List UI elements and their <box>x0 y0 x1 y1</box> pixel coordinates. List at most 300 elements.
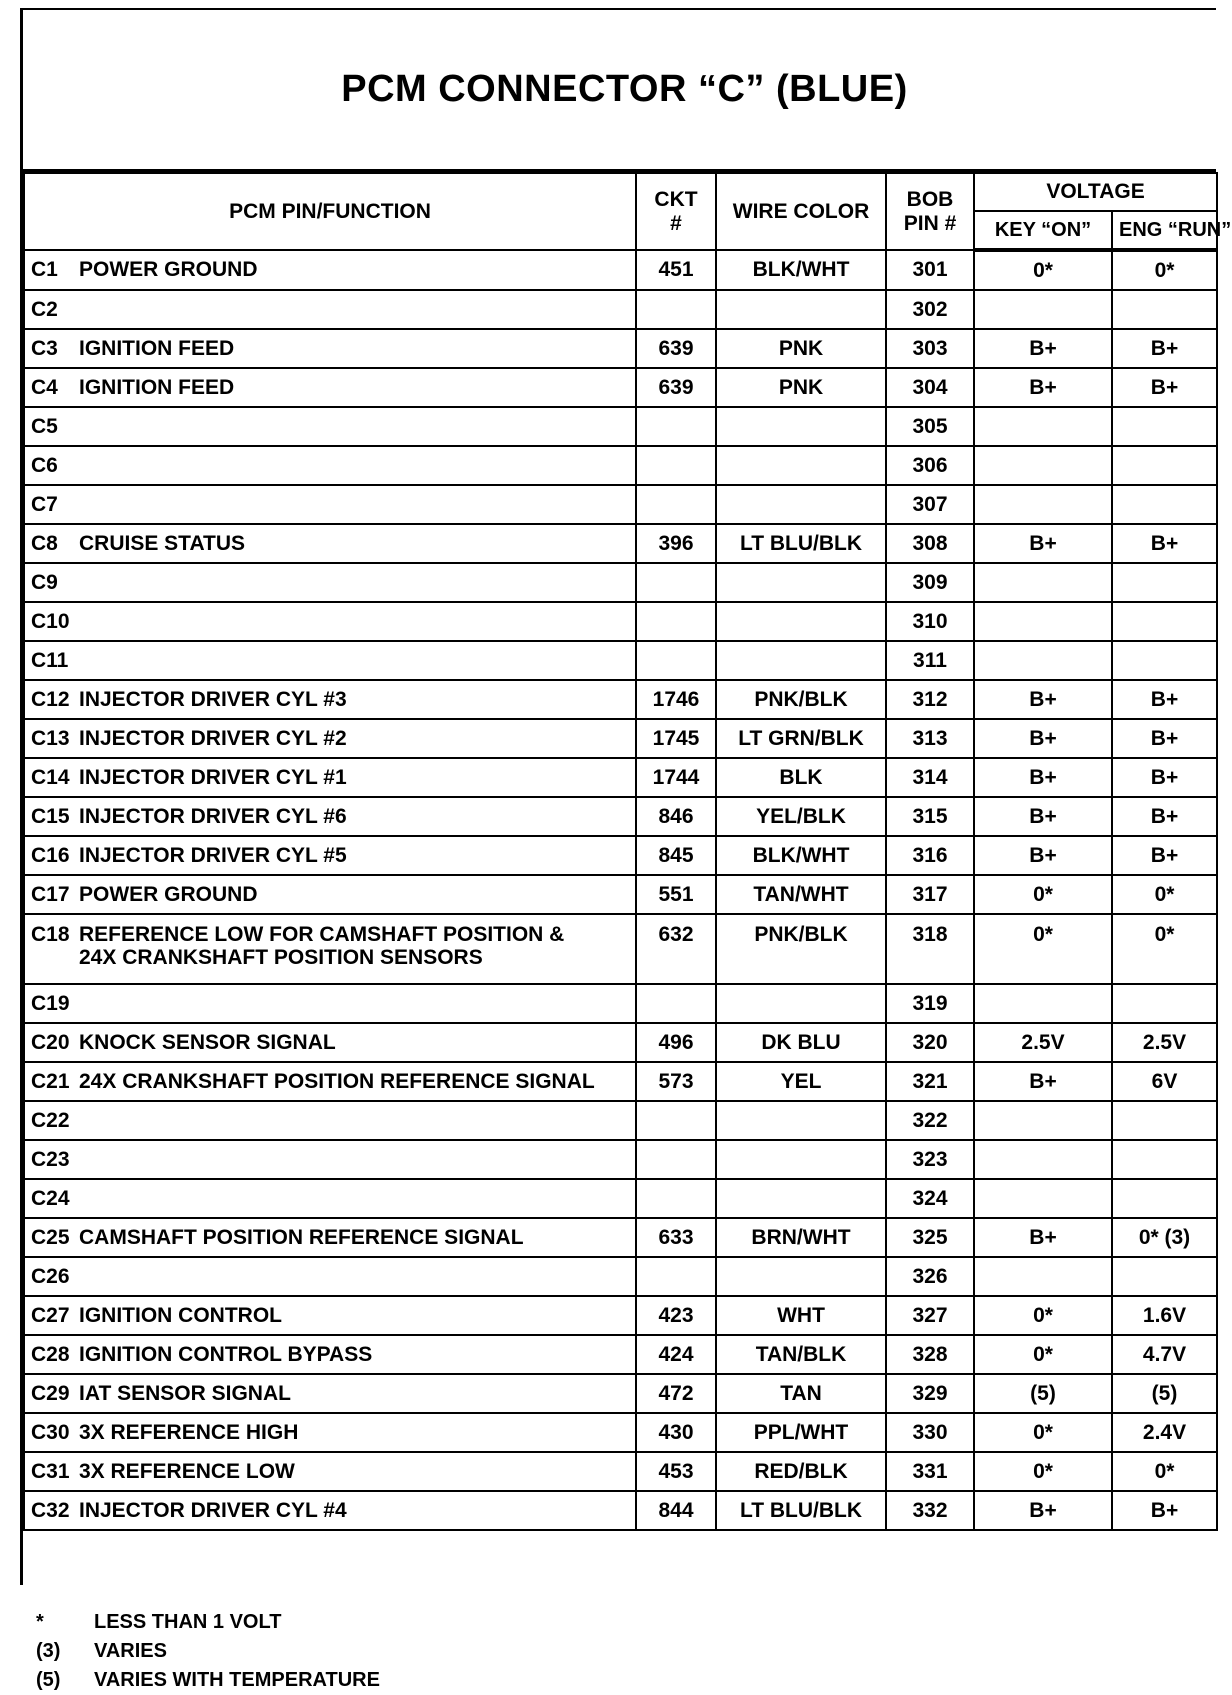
eng-run-voltage-cell: 0* <box>1112 914 1217 984</box>
wire-color-cell <box>716 485 886 524</box>
table-row <box>24 1218 1217 1257</box>
ckt-cell: 496 <box>636 1023 716 1062</box>
footnote <box>36 1608 380 1637</box>
header-bob-line1: BOB <box>906 187 954 211</box>
table-row <box>24 1374 1217 1413</box>
eng-run-voltage-cell <box>1112 1257 1217 1296</box>
pin-function-cell <box>24 680 636 719</box>
ckt-cell <box>636 485 716 524</box>
wire-color-cell <box>716 641 886 680</box>
pin-id: C9 <box>31 570 58 594</box>
pin-function-cell <box>24 368 636 407</box>
table-row <box>24 1491 1217 1530</box>
header-ckt <box>636 173 716 250</box>
footnote <box>36 1637 380 1666</box>
bob-pin-cell: 332 <box>886 1491 974 1530</box>
table-row <box>24 758 1217 797</box>
pin-function-cell <box>24 914 636 984</box>
table-row <box>24 368 1217 407</box>
pin-function-text: INJECTOR DRIVER CYL #4 <box>79 1498 347 1522</box>
pin-function-cell <box>24 407 636 446</box>
pin-function-cell <box>24 290 636 329</box>
wire-color-cell <box>716 407 886 446</box>
ckt-cell: 632 <box>636 914 716 984</box>
wire-color-cell: PNK <box>716 368 886 407</box>
pin-function-cell <box>24 1140 636 1179</box>
bob-pin-cell: 316 <box>886 836 974 875</box>
table-row <box>24 329 1217 368</box>
bob-pin-cell: 315 <box>886 797 974 836</box>
header-bob-line2: PIN # <box>903 211 957 235</box>
key-on-voltage-cell: 2.5V <box>974 1023 1112 1062</box>
eng-run-voltage-cell <box>1112 446 1217 485</box>
footnote-mark: * <box>36 1611 44 1633</box>
footnote <box>36 1666 380 1695</box>
pin-id: C17 <box>31 882 70 906</box>
pin-function-text: CAMSHAFT POSITION REFERENCE SIGNAL <box>79 1225 524 1249</box>
wire-color-cell: RED/BLK <box>716 1452 886 1491</box>
ckt-cell: 1745 <box>636 719 716 758</box>
table-row <box>24 524 1217 563</box>
ckt-cell <box>636 1101 716 1140</box>
pin-function-cell <box>24 563 636 602</box>
eng-run-voltage-cell: B+ <box>1112 680 1217 719</box>
key-on-voltage-cell: B+ <box>974 719 1112 758</box>
key-on-voltage-cell: 0* <box>974 914 1112 984</box>
pin-table <box>23 172 1232 1531</box>
ckt-cell <box>636 641 716 680</box>
key-on-voltage-cell: 0* <box>974 1413 1112 1452</box>
pin-function-cell <box>24 1257 636 1296</box>
eng-run-voltage-cell: 0* (3) <box>1112 1218 1217 1257</box>
wire-color-cell <box>716 1179 886 1218</box>
pin-function-text: IGNITION CONTROL <box>79 1303 282 1327</box>
key-on-voltage-cell: 0* <box>974 250 1112 290</box>
eng-run-voltage-cell: 0* <box>1112 250 1217 290</box>
bob-pin-cell: 303 <box>886 329 974 368</box>
bob-pin-cell: 326 <box>886 1257 974 1296</box>
bob-pin-cell: 323 <box>886 1140 974 1179</box>
pin-function-text: KNOCK SENSOR SIGNAL <box>79 1030 336 1054</box>
pin-function-text: REFERENCE LOW FOR CAMSHAFT POSITION & <box>79 923 565 946</box>
key-on-voltage-cell <box>974 602 1112 641</box>
pin-function-cell <box>24 602 636 641</box>
wire-color-cell <box>716 602 886 641</box>
bob-pin-cell: 313 <box>886 719 974 758</box>
ckt-cell <box>636 984 716 1023</box>
pin-function-cell <box>24 1452 636 1491</box>
ckt-cell: 573 <box>636 1062 716 1101</box>
eng-run-voltage-cell: 2.5V <box>1112 1023 1217 1062</box>
bob-pin-cell: 314 <box>886 758 974 797</box>
table-row <box>24 641 1217 680</box>
eng-run-voltage-cell <box>1112 407 1217 446</box>
pin-function-text: IGNITION FEED <box>79 375 235 399</box>
table-row <box>24 407 1217 446</box>
pin-id: C24 <box>31 1186 70 1210</box>
pin-function-cell <box>24 875 636 914</box>
pin-id: C2 <box>31 297 58 321</box>
pin-id: C12 <box>31 687 70 711</box>
bob-pin-cell: 320 <box>886 1023 974 1062</box>
pin-id: C25 <box>31 1225 70 1249</box>
eng-run-voltage-cell: B+ <box>1112 836 1217 875</box>
wire-color-cell: WHT <box>716 1296 886 1335</box>
bob-pin-cell: 329 <box>886 1374 974 1413</box>
table-row <box>24 797 1217 836</box>
wire-color-cell: BLK/WHT <box>716 250 886 290</box>
header-wire-color: WIRE COLOR <box>716 173 886 250</box>
ckt-cell: 633 <box>636 1218 716 1257</box>
ckt-cell <box>636 1257 716 1296</box>
eng-run-voltage-cell <box>1112 1179 1217 1218</box>
wire-color-cell: LT BLU/BLK <box>716 1491 886 1530</box>
wire-color-cell: BLK/WHT <box>716 836 886 875</box>
pin-function-text: POWER GROUND <box>79 258 258 281</box>
eng-run-voltage-cell: B+ <box>1112 1491 1217 1530</box>
bob-pin-cell: 319 <box>886 984 974 1023</box>
wire-color-cell <box>716 1257 886 1296</box>
ckt-cell: 472 <box>636 1374 716 1413</box>
ckt-cell: 845 <box>636 836 716 875</box>
pin-function-cell <box>24 250 636 290</box>
pin-id: C31 <box>31 1459 70 1483</box>
pin-id: C13 <box>31 726 70 750</box>
footnote-text: LESS THAN 1 VOLT <box>94 1611 282 1633</box>
wire-color-cell: TAN <box>716 1374 886 1413</box>
pin-id: C10 <box>31 609 70 633</box>
bob-pin-cell: 305 <box>886 407 974 446</box>
wire-color-cell: TAN/BLK <box>716 1335 886 1374</box>
eng-run-voltage-cell: 4.7V <box>1112 1335 1217 1374</box>
table-row <box>24 984 1217 1023</box>
key-on-voltage-cell: B+ <box>974 329 1112 368</box>
pin-function-text: 3X REFERENCE HIGH <box>79 1420 299 1444</box>
eng-run-voltage-cell: B+ <box>1112 797 1217 836</box>
ckt-cell <box>636 290 716 329</box>
pin-function-cell <box>24 641 636 680</box>
wire-color-cell: PPL/WHT <box>716 1413 886 1452</box>
pin-function-cell <box>24 524 636 563</box>
ckt-cell: 423 <box>636 1296 716 1335</box>
pin-id: C19 <box>31 991 70 1015</box>
pin-function-text: POWER GROUND <box>79 882 258 906</box>
pin-function-cell <box>24 485 636 524</box>
ckt-cell: 846 <box>636 797 716 836</box>
pin-id: C14 <box>31 765 70 789</box>
eng-run-voltage-cell <box>1112 485 1217 524</box>
eng-run-voltage-cell: B+ <box>1112 368 1217 407</box>
pin-function-cell <box>24 446 636 485</box>
ckt-cell: 451 <box>636 250 716 290</box>
wire-color-cell: LT GRN/BLK <box>716 719 886 758</box>
pin-function-cell <box>24 1023 636 1062</box>
table-header <box>24 173 1232 250</box>
pin-function-cell <box>24 758 636 797</box>
key-on-voltage-cell: B+ <box>974 1491 1112 1530</box>
pin-id: C27 <box>31 1303 70 1327</box>
table-row <box>24 1257 1217 1296</box>
header-eng-run: ENG “RUN” <box>1112 211 1217 250</box>
bob-pin-cell: 312 <box>886 680 974 719</box>
pin-function-text: IGNITION FEED <box>79 336 235 360</box>
pin-id: C22 <box>31 1108 70 1132</box>
key-on-voltage-cell <box>974 485 1112 524</box>
key-on-voltage-cell: B+ <box>974 1062 1112 1101</box>
bob-pin-cell: 331 <box>886 1452 974 1491</box>
eng-run-voltage-cell: 0* <box>1112 1452 1217 1491</box>
pin-function-text: CRUISE STATUS <box>79 531 246 555</box>
bob-pin-cell: 322 <box>886 1101 974 1140</box>
wire-color-cell: TAN/WHT <box>716 875 886 914</box>
table-row <box>24 914 1217 984</box>
wire-color-cell <box>716 446 886 485</box>
pin-function-cell <box>24 719 636 758</box>
pin-function-text: INJECTOR DRIVER CYL #5 <box>79 843 347 867</box>
eng-run-voltage-cell: B+ <box>1112 524 1217 563</box>
bob-pin-cell: 308 <box>886 524 974 563</box>
pin-function-cell <box>24 1296 636 1335</box>
eng-run-voltage-cell <box>1112 290 1217 329</box>
wire-color-cell <box>716 563 886 602</box>
table-row <box>24 1023 1217 1062</box>
key-on-voltage-cell: B+ <box>974 524 1112 563</box>
eng-run-voltage-cell: B+ <box>1112 719 1217 758</box>
table-row <box>24 250 1217 290</box>
key-on-voltage-cell: B+ <box>974 758 1112 797</box>
pin-function-cell <box>24 984 636 1023</box>
pin-id: C3 <box>31 336 58 360</box>
pin-function-text: IAT SENSOR SIGNAL <box>79 1381 291 1405</box>
bob-pin-cell: 311 <box>886 641 974 680</box>
pin-function-cell <box>24 329 636 368</box>
footnote-text: VARIES WITH TEMPERATURE <box>94 1669 380 1691</box>
pin-id: C32 <box>31 1498 70 1522</box>
pin-function-cell <box>24 1218 636 1257</box>
key-on-voltage-cell <box>974 1179 1112 1218</box>
wire-color-cell: LT BLU/BLK <box>716 524 886 563</box>
header-ckt-line1: CKT <box>654 187 698 211</box>
pin-function-line2: 24X CRANKSHAFT POSITION SENSORS <box>79 946 483 969</box>
header-function: PCM PIN/FUNCTION <box>24 173 636 250</box>
bob-pin-cell: 304 <box>886 368 974 407</box>
pin-function-cell <box>24 797 636 836</box>
ckt-cell: 453 <box>636 1452 716 1491</box>
table-row <box>24 1179 1217 1218</box>
page-title: PCM CONNECTOR “C” (BLUE) <box>23 10 1216 172</box>
table-row <box>24 1101 1217 1140</box>
eng-run-voltage-cell <box>1112 1101 1217 1140</box>
table-row <box>24 719 1217 758</box>
pin-id: C26 <box>31 1264 70 1288</box>
eng-run-voltage-cell <box>1112 602 1217 641</box>
key-on-voltage-cell <box>974 984 1112 1023</box>
pin-id: C28 <box>31 1342 70 1366</box>
pin-function-cell <box>24 1101 636 1140</box>
pin-id: C29 <box>31 1381 70 1405</box>
table-row <box>24 602 1217 641</box>
pin-id: C16 <box>31 843 70 867</box>
bob-pin-cell: 328 <box>886 1335 974 1374</box>
bob-pin-cell: 321 <box>886 1062 974 1101</box>
ckt-cell: 1746 <box>636 680 716 719</box>
pin-function-line1 <box>31 923 629 946</box>
pin-id: C23 <box>31 1147 70 1171</box>
table-row <box>24 485 1217 524</box>
key-on-voltage-cell <box>974 563 1112 602</box>
wire-color-cell <box>716 984 886 1023</box>
eng-run-voltage-cell: (5) <box>1112 1374 1217 1413</box>
key-on-voltage-cell: B+ <box>974 836 1112 875</box>
eng-run-voltage-cell: 6V <box>1112 1062 1217 1101</box>
key-on-voltage-cell <box>974 446 1112 485</box>
pin-function-cell <box>24 1491 636 1530</box>
pin-function-text: INJECTOR DRIVER CYL #6 <box>79 804 347 828</box>
footnotes <box>36 1608 380 1695</box>
ckt-cell: 551 <box>636 875 716 914</box>
key-on-voltage-cell <box>974 641 1112 680</box>
eng-run-voltage-cell: 1.6V <box>1112 1296 1217 1335</box>
wire-color-cell: PNK/BLK <box>716 914 886 984</box>
key-on-voltage-cell: 0* <box>974 1296 1112 1335</box>
table-row <box>24 1452 1217 1491</box>
bob-pin-cell: 309 <box>886 563 974 602</box>
ckt-cell <box>636 1179 716 1218</box>
key-on-voltage-cell: B+ <box>974 680 1112 719</box>
ckt-cell: 396 <box>636 524 716 563</box>
pin-function-cell <box>24 1335 636 1374</box>
bob-pin-cell: 306 <box>886 446 974 485</box>
ckt-cell <box>636 1140 716 1179</box>
pin-id: C6 <box>31 453 58 477</box>
key-on-voltage-cell <box>974 1101 1112 1140</box>
ckt-cell: 1744 <box>636 758 716 797</box>
table-row <box>24 836 1217 875</box>
pin-id: C21 <box>31 1069 70 1093</box>
ckt-cell: 844 <box>636 1491 716 1530</box>
pin-function-cell <box>24 1374 636 1413</box>
wire-color-cell: DK BLU <box>716 1023 886 1062</box>
table-row <box>24 446 1217 485</box>
pin-id: C15 <box>31 804 70 828</box>
key-on-voltage-cell: B+ <box>974 1218 1112 1257</box>
eng-run-voltage-cell <box>1112 1140 1217 1179</box>
pin-function-cell <box>24 836 636 875</box>
key-on-voltage-cell <box>974 290 1112 329</box>
key-on-voltage-cell: 0* <box>974 875 1112 914</box>
ckt-cell <box>636 446 716 485</box>
pin-id: C7 <box>31 492 58 516</box>
wire-color-cell <box>716 1140 886 1179</box>
pin-id: C1 <box>31 258 58 281</box>
pin-function-text: 24X CRANKSHAFT POSITION REFERENCE SIGNAL <box>79 1069 595 1093</box>
eng-run-voltage-cell: 2.4V <box>1112 1413 1217 1452</box>
ckt-cell <box>636 602 716 641</box>
bob-pin-cell: 307 <box>886 485 974 524</box>
table-row <box>24 290 1217 329</box>
wire-color-cell: BLK <box>716 758 886 797</box>
key-on-voltage-cell: B+ <box>974 797 1112 836</box>
pin-function-cell <box>24 1413 636 1452</box>
table-row <box>24 1296 1217 1335</box>
key-on-voltage-cell: B+ <box>974 368 1112 407</box>
table-row <box>24 1140 1217 1179</box>
pin-id: C20 <box>31 1030 70 1054</box>
pin-function-text: INJECTOR DRIVER CYL #3 <box>79 687 347 711</box>
footnote-mark: (5) <box>36 1669 61 1691</box>
table-row <box>24 563 1217 602</box>
pin-id: C5 <box>31 414 58 438</box>
ckt-cell: 639 <box>636 368 716 407</box>
ckt-cell <box>636 563 716 602</box>
bob-pin-cell: 301 <box>886 250 974 290</box>
pin-id: C4 <box>31 375 58 399</box>
key-on-voltage-cell <box>974 1257 1112 1296</box>
footnote-text: VARIES <box>94 1640 167 1662</box>
wire-color-cell <box>716 290 886 329</box>
bob-pin-cell: 310 <box>886 602 974 641</box>
wire-color-cell: YEL <box>716 1062 886 1101</box>
header-ckt-line2: # <box>670 211 682 235</box>
pin-id: C18 <box>31 923 70 946</box>
bob-pin-cell: 317 <box>886 875 974 914</box>
table-row <box>24 1062 1217 1101</box>
ckt-cell: 424 <box>636 1335 716 1374</box>
pin-id: C8 <box>31 531 58 555</box>
table-row <box>24 875 1217 914</box>
key-on-voltage-cell: 0* <box>974 1335 1112 1374</box>
bob-pin-cell: 318 <box>886 914 974 984</box>
bob-pin-cell: 302 <box>886 290 974 329</box>
key-on-voltage-cell: 0* <box>974 1452 1112 1491</box>
pin-function-text: INJECTOR DRIVER CYL #2 <box>79 726 347 750</box>
pin-id: C11 <box>31 648 69 672</box>
wire-color-cell: YEL/BLK <box>716 797 886 836</box>
eng-run-voltage-cell <box>1112 984 1217 1023</box>
header-voltage: VOLTAGE <box>974 173 1217 211</box>
pin-function-text: 3X REFERENCE LOW <box>79 1459 295 1483</box>
pin-function-cell <box>24 1062 636 1101</box>
header-key-on: KEY “ON” <box>974 211 1112 250</box>
wire-color-cell: PNK/BLK <box>716 680 886 719</box>
bob-pin-cell: 324 <box>886 1179 974 1218</box>
wire-color-cell <box>716 1101 886 1140</box>
pin-function-text: INJECTOR DRIVER CYL #1 <box>79 765 347 789</box>
footnote-mark: (3) <box>36 1640 61 1662</box>
eng-run-voltage-cell <box>1112 641 1217 680</box>
table-row <box>24 1413 1217 1452</box>
eng-run-voltage-cell: B+ <box>1112 329 1217 368</box>
key-on-voltage-cell: (5) <box>974 1374 1112 1413</box>
key-on-voltage-cell <box>974 407 1112 446</box>
header-bob-pin <box>886 173 974 250</box>
wire-color-cell: BRN/WHT <box>716 1218 886 1257</box>
ckt-cell: 430 <box>636 1413 716 1452</box>
bob-pin-cell: 325 <box>886 1218 974 1257</box>
table-row <box>24 1335 1217 1374</box>
pin-function-cell <box>24 1179 636 1218</box>
connector-sheet <box>20 8 1232 1585</box>
eng-run-voltage-cell: 0* <box>1112 875 1217 914</box>
bob-pin-cell: 327 <box>886 1296 974 1335</box>
ckt-cell: 639 <box>636 329 716 368</box>
ckt-cell <box>636 407 716 446</box>
eng-run-voltage-cell: B+ <box>1112 758 1217 797</box>
eng-run-voltage-cell <box>1112 563 1217 602</box>
table-row <box>24 680 1217 719</box>
bob-pin-cell: 330 <box>886 1413 974 1452</box>
pin-id: C30 <box>31 1420 70 1444</box>
